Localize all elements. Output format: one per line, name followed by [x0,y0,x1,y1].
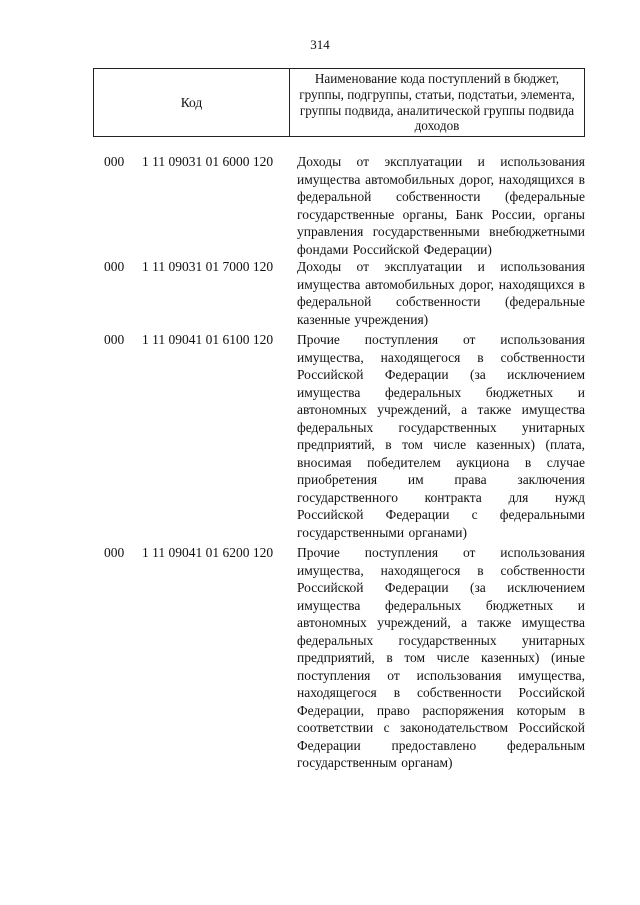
header-name-label: Наименование кода поступлений в бюджет, группы, подгруппы, статьи, подстатьи, элемента, группы подвида, аналитической группы подвида доходов [299,71,575,134]
table-body [0,153,640,772]
table-row [0,153,640,258]
table-row [0,258,640,328]
row-code: 1 11 09031 01 7000 120 [142,259,274,274]
row-prefix: 000 [104,332,125,347]
row-description: Доходы от эксплуатации и использования имущества автомобильных дорог, находящихся в федеральной собственности (федеральные казенные учреждения) [297,259,585,327]
row-code: 1 11 09041 01 6200 120 [142,545,274,560]
row-code: 1 11 09041 01 6100 120 [142,332,274,347]
row-description: Прочие поступления от использования имущества, находящегося в собственности Российской Федерации (за исключением имущества федеральных бюджетных и автономных учреждений, а также имущества федеральных государственных унитарных предприятий, в том числе казенных) (плата, вносимая победителем аукциона в случае приобретения им права заключения государственного контракта для нужд Российской Федерации с федеральными государственными органами) [297,332,585,540]
row-prefix: 000 [104,154,125,169]
table-row [0,544,640,772]
row-description: Прочие поступления от использования имущества, находящегося в собственности Российской Федерации (за исключением имущества федеральных бюджетных и автономных учреждений, а также имущества федеральных государственных унитарных предприятий, в том числе казенных) (иные поступления от использования имущества, находящегося в собственности Российской Федерации, право распоряжения которым в соответствии с законодательством Российской Федерации предоставлено федеральным государственным органам) [297,545,585,770]
row-prefix: 000 [104,545,125,560]
row-description: Доходы от эксплуатации и использования имущества автомобильных дорог, находящихся в федеральной собственности (федеральные государственные органы, Банк России, органы управления государственными внебюджетными фондами Российской Федерации) [297,154,585,257]
row-prefix: 000 [104,259,125,274]
table-row [0,331,640,541]
table-header [93,68,585,137]
page-number: 314 [310,37,330,52]
header-code-label: Код [94,69,290,136]
row-code: 1 11 09031 01 6000 120 [142,154,274,169]
